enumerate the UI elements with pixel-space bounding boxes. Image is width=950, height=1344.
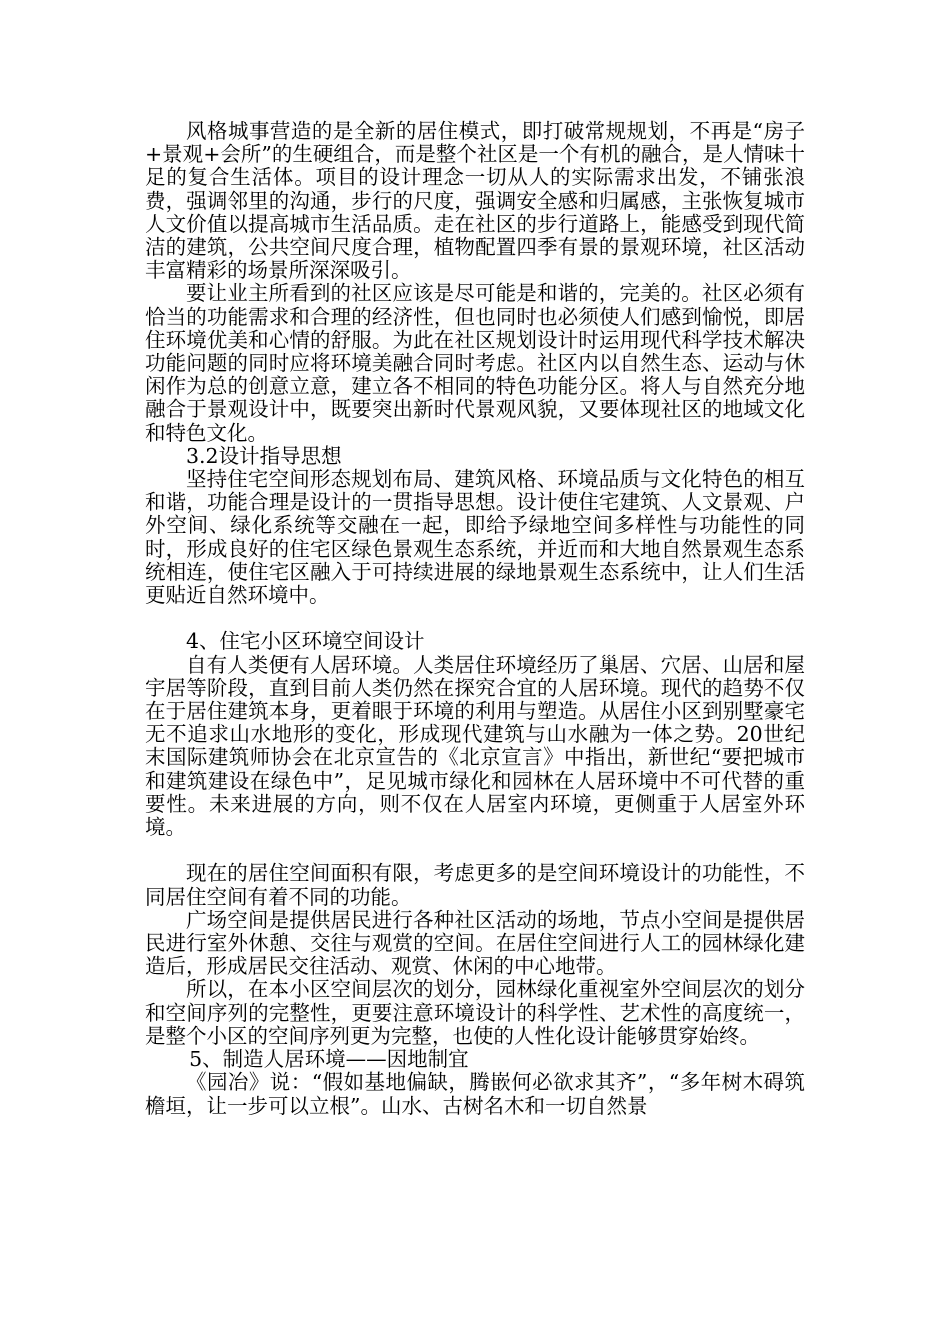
paragraph-yuanye: 《园冶》说：“假如基地偏缺，腾嵌何必欲求其齐”，“多年树木碍筑檐垣，让一步可以立根”。山水、古树名木和一切自然景 [145, 1070, 805, 1118]
blank-line [145, 607, 805, 630]
paragraph-square-space: 广场空间是提供居民进行各种社区活动的场地，节点小空间是提供居民进行室外休憩、交往与观赏的空间。在居住空间进行人工的园林绿化建造后，形成居民交往活动、观赏、休闲的中心地带。 [145, 907, 805, 979]
document-page [145, 120, 805, 1118]
section-heading-3-2: 3.2设计指导思想 [186, 443, 342, 468]
paragraph-living-space: 现在的居住空间面积有限，考虑更多的是空间环境设计的功能性，不同居住空间有着不同的功能。 [145, 861, 805, 909]
paragraph-harmony: 要让业主所看到的社区应该是尽可能是和谐的，完美的。社区必须有恰当的功能需求和合理的经济性，但也同时也必须使人们感到愉悦，即居住环境优美和心情的舒服。为此在社区规划设计时运用现代科学技术解决功能问题的同时应将环境美融合同时考虑。社区内以自然生态、运动与休闲作为总的创意立意，建立各不相同的特色功能分区。将人与自然充分地融合于景观设计中，既要突出新时代景观风貌，又要体现社区的地域文化和特色文化。 [145, 281, 805, 445]
paragraph-human-settlement: 自有人类便有人居环境。人类居住环境经历了巢居、穴居、山居和屋宇居等阶段，直到目前人类仍然在探究合宜的人居环境。现代的趋势不仅在于居住建筑本身，更着眼于环境的利用与塑造。从居住小区到别墅豪宅无不追求山水地形的变化，形成现代建筑与山水融为一体之势。20世纪末国际建筑师协会在北京宣告的《北京宣言》中指出，新世纪“要把城市和建筑建设在绿色中”，足见城市绿化和园林在人居环境中不可代替的重要性。未来进展的方向，则不仅在人居室内环境，更侧重于人居室外环境。 [145, 652, 805, 840]
paragraph-space-hierarchy: 所以，在本小区空间层次的划分，园林绿化重视室外空间层次的划分和空间序列的完整性，更要注意环境设计的科学性、艺术性的高度统一，是整个小区的空间序列更为完整，也使的人性化设计能够贯穿始终。 [145, 977, 805, 1048]
section-heading-4: 4、住宅小区环境空间设计 [186, 629, 425, 654]
section-heading-5: 5、制造人居环境——因地制宜 [189, 1047, 469, 1072]
blank-line [145, 839, 805, 862]
paragraph-community-concept: 风格城事营造的是全新的居住模式，即打破常规规划，不再是“房子+景观+会所”的生硬组合，而是整个社区是一个有机的融合，是人情味十足的复合生活体。项目的设计理念一切从人的实际需求出发，不铺张浪费，强调邻里的沟通，步行的尺度，强调安全感和归属感，主张恢复城市人文价值以提高城市生活品质。走在社区的步行道路上，能感受到现代简洁的建筑，公共空间尺度合理，植物配置四季有景的景观环境，社区活动丰富精彩的场景所深深吸引。 [145, 119, 805, 283]
paragraph-design-guideline: 坚持住宅空间形态规划布局、建筑风格、环境品质与文化特色的相互和谐，功能合理是设计的一贯指导思想。设计使住宅建筑、人文景观、户外空间、绿化系统等交融在一起，即给予绿地空间多样性与功能性的同时，形成良好的住宅区绿色景观生态系统，并近而和大地自然景观生态系统相连，使住宅区融入于可持续进展的绿地景观生态系统中，让人们生活更贴近自然环境中。 [145, 467, 805, 608]
